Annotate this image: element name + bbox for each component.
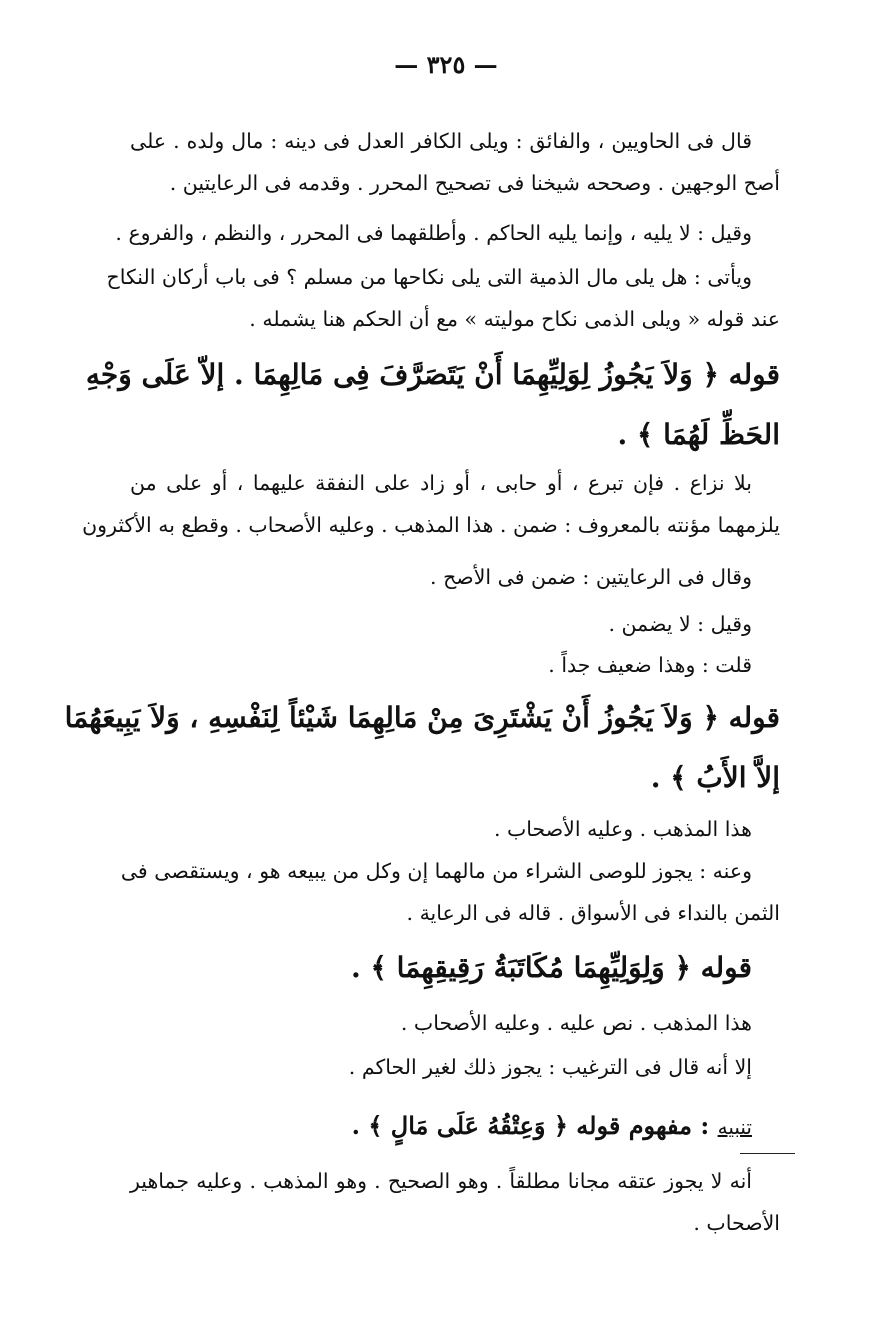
text-line: هذا المذهب . نص عليه . وعليه الأصحاب .	[400, 1011, 752, 1035]
text-line: الثمن بالنداء فى الأسواق . قاله فى الرعاية .	[406, 901, 780, 925]
text-line: ويأتى : هل يلى مال الذمية التى يلى نكاحها من مسلم ؟ فى باب أركان النكاح	[106, 265, 752, 289]
paragraph	[120, 850, 780, 934]
text-line: أصح الوجهين . وصححه شيخنا فى تصحيح المحرر . وقدمه فى الرعايتين .	[169, 171, 780, 195]
text-line: بلا نزاع . فإن تبرع ، أو حابى ، أو زاد على النفقة عليهما ، أو على من	[130, 471, 752, 495]
quoted-text	[64, 688, 780, 808]
quote-line: قوله ﴿ وَلاَ يَجُوزُ أَنْ يَشْتَرِىَ مِنْ مَالِهِمَا شَيْئاً لِنَفْسِهِ ، وَلاَ يَبِيعَهُمَا	[64, 701, 780, 734]
text-line: أنه لا يجوز عتقه مجانا مطلقاً . وهو الصحيح . وهو المذهب . وعليه جماهير	[130, 1169, 752, 1193]
quote-line: قوله ﴿ وَلِوَلِيِّهِمَا مُكَاتَبَةُ رَقِيقِهِمَا ﴾ .	[351, 951, 752, 984]
text-line: وقيل : لا يليه ، وإنما يليه الحاكم . وأطلقهما فى المحرر ، والنظم ، والفروع .	[115, 221, 752, 245]
divider-rule	[740, 1153, 795, 1154]
text-line: يلزمهما مؤنته بالمعروف : ضمن . هذا المذهب . وعليه الأصحاب . وقطع به الأكثرون	[82, 513, 780, 537]
page-number: — ٣٢٥ —	[394, 50, 498, 79]
text-line: عند قوله « ويلى الذمى نكاح موليته » مع أن الحكم هنا يشمله .	[249, 307, 780, 331]
quote-line: إلاَّ الأَبُ ﴾ .	[650, 761, 780, 794]
note-label: تنبيه	[717, 1115, 752, 1139]
paragraph	[82, 462, 780, 546]
paragraph	[130, 556, 780, 598]
quote-line: الحَظِّ لَهُمَا ﴾ .	[617, 418, 780, 451]
paragraph	[130, 1002, 780, 1044]
text-line: وعنه : يجوز للوصى الشراء من مالهما إن وكل من يبيعه هو ، ويستقصى فى	[120, 859, 752, 883]
note-line	[130, 1096, 780, 1156]
text-line: الأصحاب .	[693, 1211, 780, 1235]
paragraph	[130, 1046, 780, 1088]
text-line: وقيل : لا يضمن .	[608, 612, 752, 636]
note	[130, 1096, 780, 1156]
text-line: إلا أنه قال فى الترغيب : يجوز ذلك لغير الحاكم .	[348, 1055, 752, 1079]
paragraph	[130, 603, 780, 645]
paragraph	[115, 212, 780, 254]
paragraph	[130, 1160, 780, 1244]
quoted-text	[130, 938, 780, 998]
quote-line: قوله ﴿ وَلاَ يَجُوزُ لِوَلِيِّهِمَا أَنْ يَتَصَرَّفَ فِى مَالِهِمَا . إلاّ عَلَى وَجْهِ	[85, 358, 780, 391]
text-line: هذا المذهب . وعليه الأصحاب .	[493, 817, 752, 841]
text-line: قال فى الحاويين ، والفائق : ويلى الكافر العدل فى دينه : مال ولده . على	[130, 129, 752, 153]
note-text: : مفهوم قوله ﴿ وَعِتْقُهُ عَلَى مَالٍ ﴾ .	[351, 1111, 710, 1140]
paragraph	[130, 808, 780, 850]
text-line: وقال فى الرعايتين : ضمن فى الأصح .	[430, 565, 752, 589]
paragraph	[106, 256, 780, 340]
paragraph	[130, 644, 780, 686]
quoted-text	[85, 345, 780, 465]
text-line: قلت : وهذا ضعيف جداً .	[548, 653, 752, 677]
paragraph	[130, 120, 780, 204]
